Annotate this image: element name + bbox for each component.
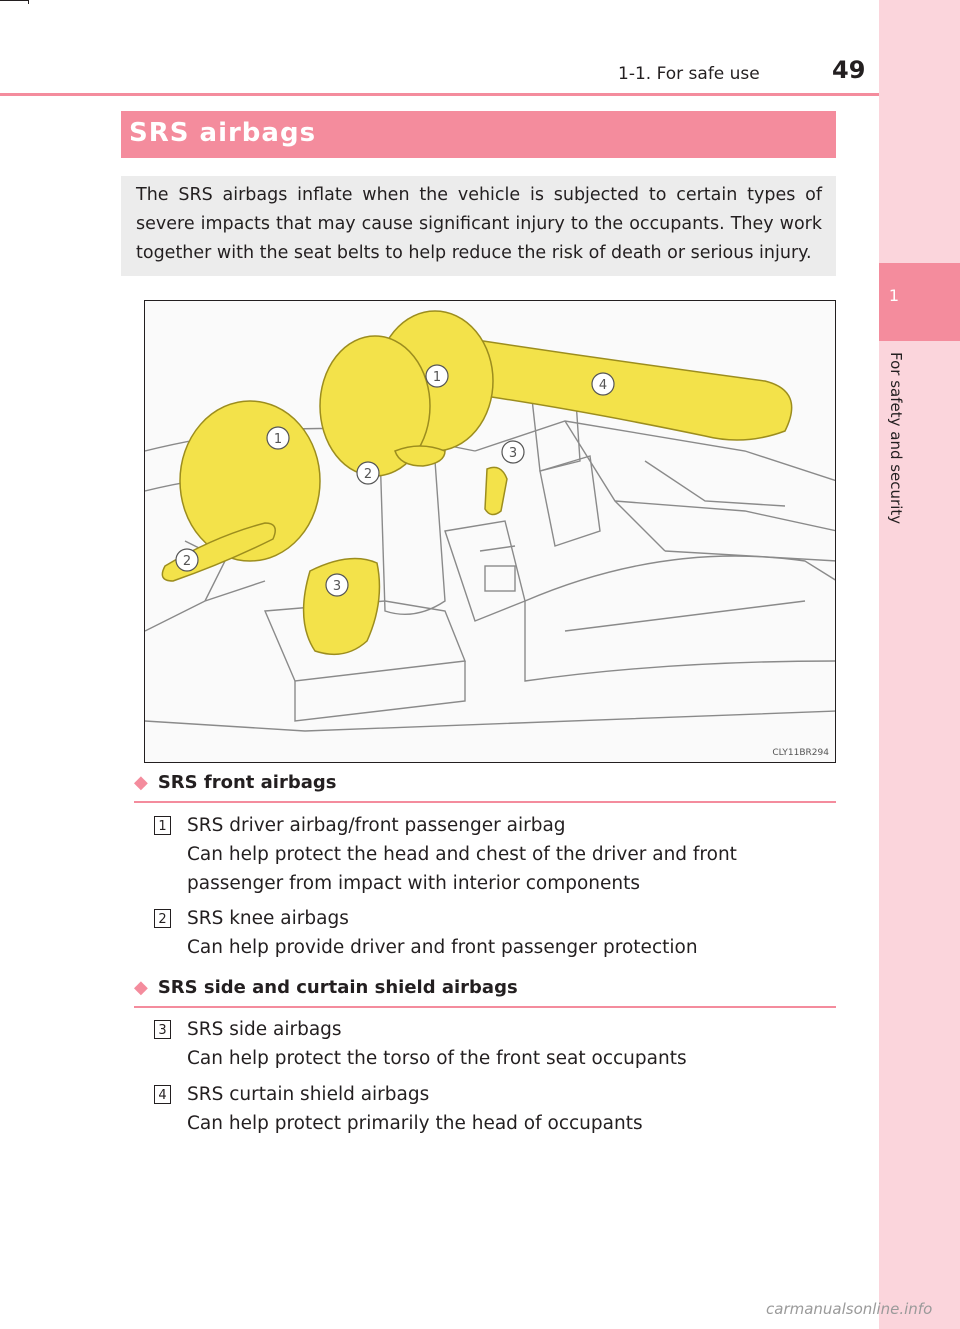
header-rule — [0, 93, 879, 96]
list-item — [187, 904, 837, 962]
callout-label: 3 — [332, 579, 342, 594]
section-heading-front: ◆ SRS front airbags — [134, 772, 337, 793]
item-number-badge: 2 — [154, 909, 171, 928]
callout-label: 1 — [273, 432, 283, 447]
callout-label: 2 — [363, 467, 373, 482]
section-title: 1-1. For safe use — [618, 64, 760, 84]
callout-label: 3 — [508, 446, 518, 461]
intro-text: The SRS airbags inflate when the vehicle is subjected to certain types of severe impacts that may cause significant injury to the occupants. They work together with the seat belts to help reduce the risk of death or serious injury. — [121, 176, 836, 276]
list-item — [187, 1015, 837, 1073]
section-heading-side-curtain: ◆ SRS side and curtain shield airbags — [134, 977, 518, 998]
diamond-icon: ◆ — [134, 772, 148, 793]
list-item — [187, 811, 837, 898]
item-number-badge: 3 — [154, 1020, 171, 1039]
chapter-label: For safety and security — [887, 352, 905, 525]
item-number-badge: 1 — [154, 816, 171, 835]
item-name: SRS side airbags — [187, 1019, 342, 1040]
callout-label: 2 — [182, 554, 192, 569]
diamond-icon: ◆ — [134, 977, 148, 998]
chapter-number: 1 — [888, 286, 900, 305]
item-description: Can help provide driver and front passenger protection — [187, 937, 698, 958]
crop-mark — [28, 0, 29, 4]
callout-label: 1 — [432, 370, 442, 385]
item-description: Can help protect the torso of the front seat occupants — [187, 1048, 687, 1069]
page-title: SRS airbags — [121, 111, 836, 158]
section-rule — [134, 801, 836, 803]
page-number: 49 — [832, 56, 866, 84]
airbag-illustration — [144, 300, 836, 763]
item-name: SRS driver airbag/front passenger airbag — [187, 815, 566, 836]
item-description: Can help protect the head and chest of the driver and front passenger from impact with interior components — [187, 844, 737, 894]
item-description: Can help protect primarily the head of occupants — [187, 1113, 643, 1134]
callout-label: 4 — [598, 378, 608, 393]
side-tab-strip — [879, 0, 960, 1329]
item-name: SRS knee airbags — [187, 908, 349, 929]
item-number-badge: 4 — [154, 1085, 171, 1104]
watermark: carmanualsonline.info — [766, 1300, 933, 1318]
figure-code: CLY11BR294 — [772, 748, 829, 758]
cabin-drawing — [145, 301, 836, 763]
item-name: SRS curtain shield airbags — [187, 1084, 430, 1105]
list-item — [187, 1080, 837, 1138]
crop-mark — [0, 0, 28, 1]
section-rule — [134, 1006, 836, 1008]
